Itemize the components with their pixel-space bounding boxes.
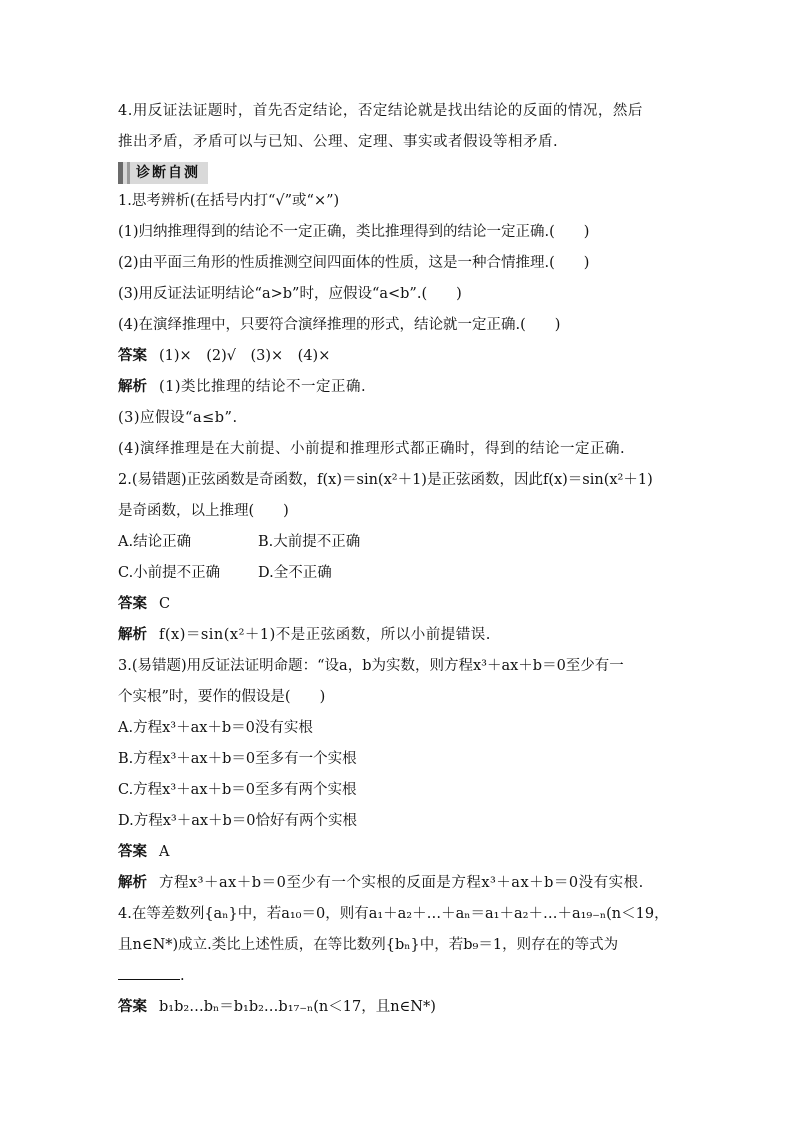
q3-option-b: B.方程x³＋ax＋b＝0至多有一个实根 [118,751,357,767]
section-header [118,162,208,184]
q4-answer: b₁b₂…bₙ＝b₁b₂…b₁₇₋ₙ(n＜17，且n∈N*) [159,999,436,1015]
analysis-label: 解析 [118,379,147,395]
q2-analysis: f(x)＝sin(x²＋1)不是正弦函数，所以小前提错误. [159,627,491,643]
answer-blank [118,963,180,980]
q1-analysis-3: (4)演绎推理是在大前提、小前提和推理形式都正确时，得到的结论一定正确. [118,441,626,457]
q3-stem-1: 3.(易错题)用反证法证明命题：“设a，b为实数，则方程x³＋ax＋b＝0至少有一 [118,658,624,674]
section-bar-icon [118,162,123,184]
q2-answer-row [118,589,680,620]
q4-stem-1: 4.在等差数列{aₙ}中，若a₁₀＝0，则有a₁＋a₂＋…＋aₙ＝a₁＋a₂＋…＋a₁₉₋ₙ(n＜19， [118,906,669,922]
analysis-label: 解析 [118,875,147,891]
q1-item-1: (1)归纳推理得到的结论不一定正确，类比推理得到的结论一定正确.( ) [118,224,590,240]
q3-analysis-row [118,868,680,899]
q1-analysis-1: (1)类比推理的结论不一定正确. [159,379,367,395]
q4-stem-2: 且n∈N*)成立.类比上述性质，在等比数列{bₙ}中，若b₉＝1，则存在的等式为 [118,937,619,953]
section-title: 诊断自测 [136,165,200,181]
q1-item-2: (2)由平面三角形的性质推测空间四面体的性质，这是一种合情推理.( ) [118,255,590,271]
q3-analysis: 方程x³＋ax＋b＝0至少有一个实根的反面是方程x³＋ax＋b＝0没有实根. [159,875,644,891]
q2-stem-1: 2.(易错题)正弦函数是奇函数，f(x)＝sin(x²＋1)是正弦函数，因此f(x)＝sin(x²＋1) [118,472,653,488]
section-bar-icon-2 [127,162,130,184]
q3-option-c: C.方程x³＋ax＋b＝0至多有两个实根 [118,782,357,798]
q2-options-row-1 [118,527,680,558]
q2-option-d: D.全不正确 [258,565,332,581]
q1-stem: 1.思考辨析(在括号内打“√”或“×”) [118,193,340,209]
q2-stem-2: 是奇函数，以上推理( ) [118,503,289,519]
q4-blank-row [118,961,680,992]
q3-option-a: A.方程x³＋ax＋b＝0没有实根 [118,720,313,736]
q3-answer: A [159,844,170,860]
q1-item-3: (3)用反证法证明结论“a>b”时，应假设“a<b”.( ) [118,286,462,302]
intro-line-1: 4.用反证法证题时，首先否定结论，否定结论就是找出结论的反面的情况，然后 [118,103,643,119]
q1-answer: (1)× (2)√ (3)× (4)× [159,348,331,364]
analysis-label: 解析 [118,627,147,643]
q1-answer-row [118,341,680,372]
q4-stem-end: . [180,968,185,984]
answer-label: 答案 [118,999,147,1015]
q4-answer-row [118,992,680,1023]
q1-analysis-2: (3)应假设“a≤b”. [118,410,238,426]
q2-option-a: A.结论正确 [118,534,192,550]
q1-analysis-row [118,372,680,403]
intro-line-2: 推出矛盾，矛盾可以与已知、公理、定理、事实或者假设等相矛盾. [118,134,559,150]
q3-answer-row [118,837,680,868]
q2-option-b: B.大前提不正确 [258,534,361,550]
answer-label: 答案 [118,844,147,860]
q3-stem-2: 个实根”时，要作的假设是( ) [118,689,326,705]
q3-option-d: D.方程x³＋ax＋b＝0恰好有两个实根 [118,813,358,829]
answer-label: 答案 [118,596,147,612]
q2-analysis-row [118,620,680,651]
q1-item-4: (4)在演绎推理中，只要符合演绎推理的形式，结论就一定正确.( ) [118,317,561,333]
q2-option-c: C.小前提不正确 [118,565,221,581]
document-page [118,96,680,1023]
answer-label: 答案 [118,348,147,364]
q2-answer: C [159,596,171,612]
q2-options-row-2 [118,558,680,589]
